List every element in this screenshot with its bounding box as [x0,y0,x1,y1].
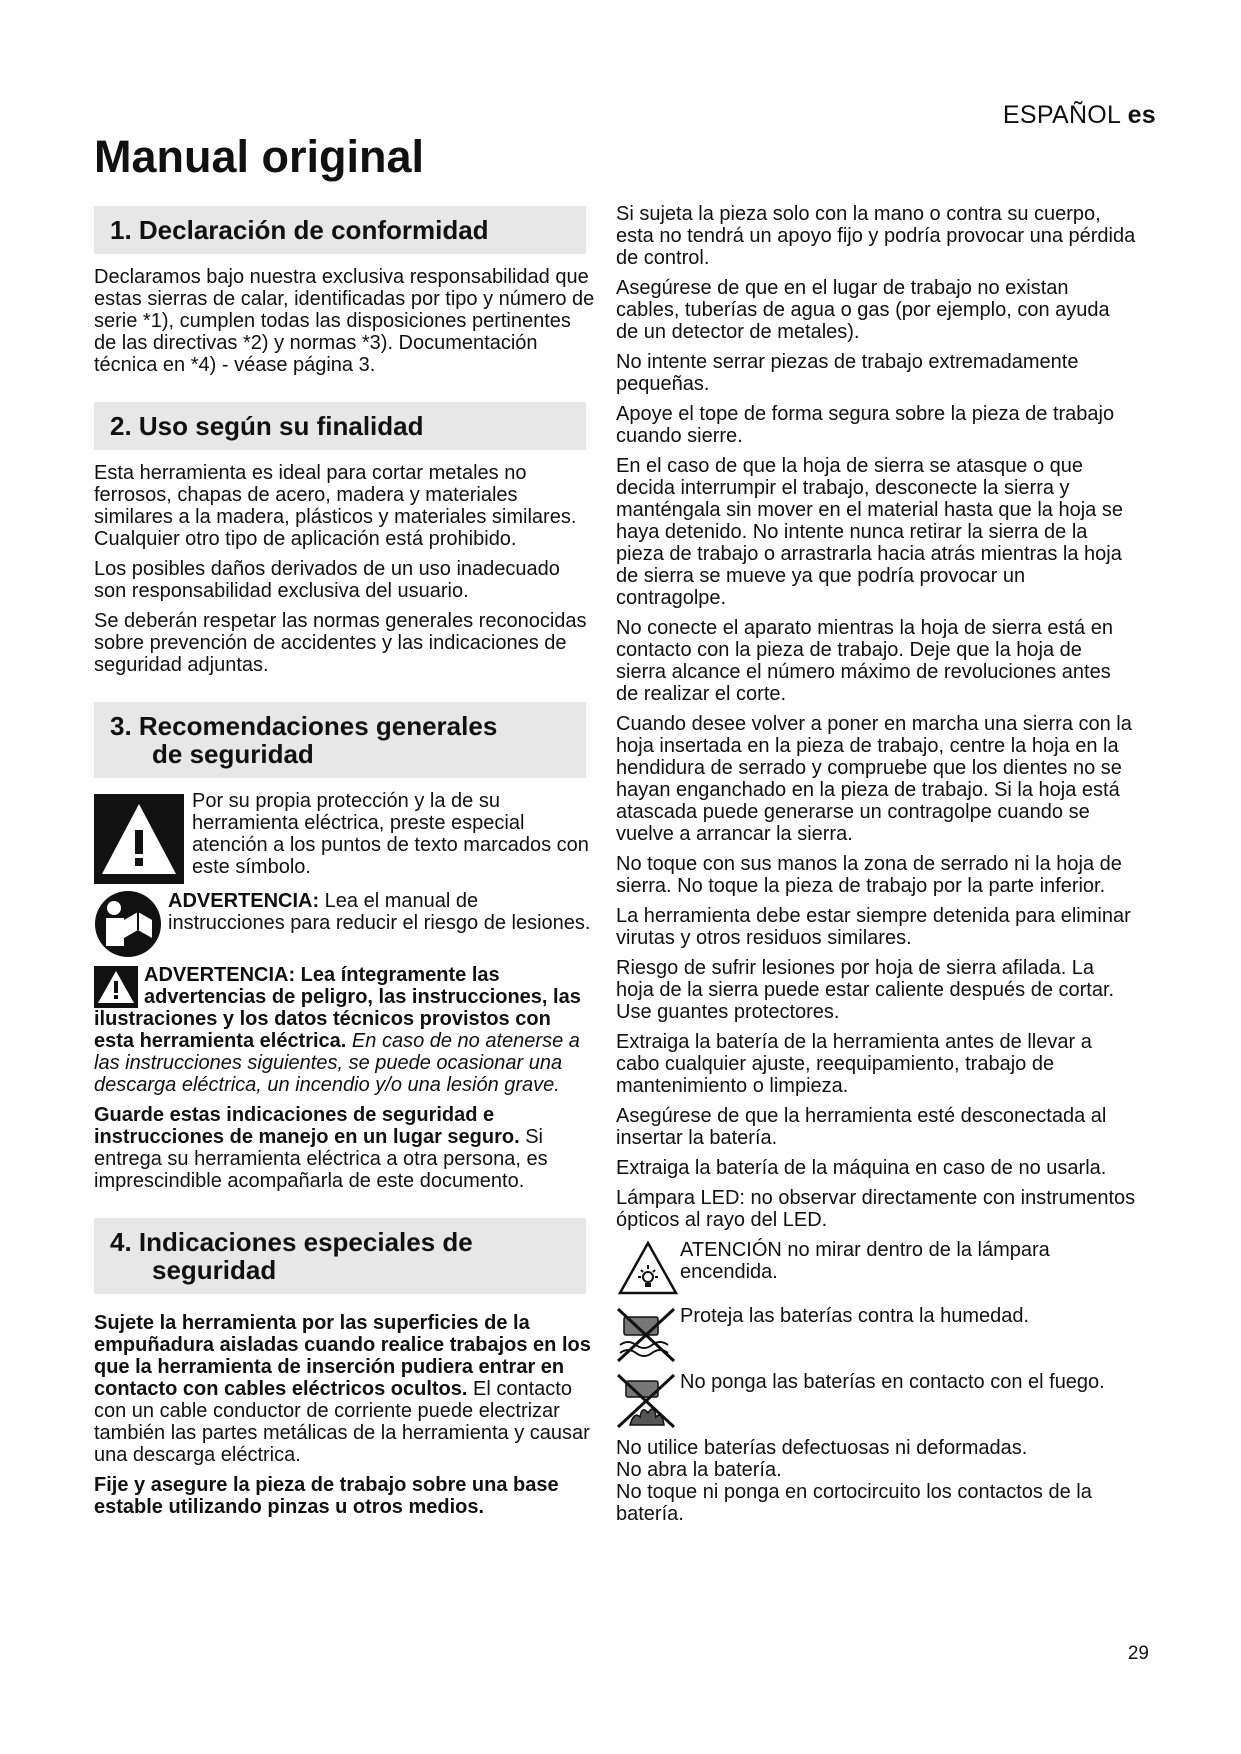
fire-text: No ponga las baterías en contacto con el fuego. [680,1371,1105,1393]
safety-symbol-text: Por su propia protección y la de su herramienta eléctrica, preste especial atención a los puntos de texto marcados con este símbolo. [192,790,589,878]
warning-triangle-small-icon [94,966,138,1008]
section-heading-1: 1. Declaración de conformidad [94,206,586,254]
insulated-grip-paragraph [94,1312,596,1466]
section-heading-3-line2: de seguridad [152,739,314,769]
conformity-paragraph: Declaramos bajo nuestra exclusiva responsabilidad que estas sierras de calar, identificadas por tipo y número de serie *1), cumplen todas las disposiciones pertinentes de las directivas *2) y normas *3). Documentación técnica en *4) - véase página 3. [94,266,595,376]
right-paragraph-6: No conecte el aparato mientras la hoja de sierra está en contacto con la pieza de trabajo. Deje que la hoja de sierra alcance el número máximo de revoluciones antes de realizar el corte. [616,617,1113,705]
accident-rules-paragraph: Se deberán respetar las normas generales reconocidas sobre prevención de accidentes y las indicaciones de seguridad adjuntas. [94,610,587,676]
right-paragraph-8: No toque con sus manos la zona de serrado ni la hoja de sierra. No toque la pieza de trabajo por la parte inferior. [616,853,1122,897]
warning-triangle-icon [94,794,184,884]
right-paragraph-5: En el caso de que la hoja de sierra se atasque o que decida interrumpir el trabajo, desconecte la sierra y manténgala sin mover en el material hasta que la hoja se haya detenido. No intente nunca retirar la sierra de la pieza de trabajo o arrastrarla hacia atrás mientras la hoja de sierra se mueve ya que podría provocar un contragolpe. [616,455,1123,609]
keep-instructions-body: Si entrega su herramienta eléctrica a otra persona, es imprescindible acompañarla de este documento. [94,1126,548,1192]
read-manual-body: Lea el manual de instrucciones para reducir el riesgo de lesiones. [168,890,591,934]
page-number: 29 [1127,1643,1149,1664]
led-warning-note [616,1239,1136,1297]
no-fire-icon [616,1371,680,1429]
read-manual-note [94,890,596,958]
keep-instructions-bold: Guarde estas indicaciones de seguridad e instrucciones de manejo en un lugar seguro. [94,1104,520,1148]
section-heading-3 [94,702,586,778]
led-warning-icon [616,1239,680,1297]
humidity-text: Proteja las baterías contra la humedad. [680,1305,1030,1327]
full-warning-paragraph [94,964,596,1096]
battery-warnings [616,1437,1136,1525]
right-paragraph-7: Cuando desee volver a poner en marcha una sierra con la hoja insertada en la pieza de trabajo, centre la hoja en la hendidura de serrado y compruebe que los dientes no se hayan enganchado en la pieza de trabajo. Si la hoja está atascada puede generarse un contragolpe cuando se vuelve a arrancar la sierra. [616,713,1132,845]
right-paragraph-2: Asegúrese de que en el lugar de trabajo no existan cables, tuberías de agua o gas (por ejemplo, con ayuda de un detector de metales). [616,277,1110,343]
section-heading-4-line1: 4. Indicaciones especiales de [110,1227,473,1257]
right-paragraph-1: Si sujeta la pieza solo con la mano o contra su cuerpo, esta no tendrá un apoyo fijo y podría provocar una pérdida de control. [616,203,1136,269]
insulated-grip-bold: Sujete la herramienta por las superficies de la empuñadura aisladas cuando realice trabajos en los que la herramienta de inserción pudiera entrar en contacto con cables eléctricos ocultos. [94,1312,591,1400]
secure-workpiece-paragraph: Fije y asegure la pieza de trabajo sobre una base estable utilizando pinzas u otros medios. [94,1474,559,1518]
section-heading-3-line1: 3. Recomendaciones generales [110,711,498,741]
right-paragraph-3: No intente serrar piezas de trabajo extremadamente pequeñas. [616,351,1079,395]
led-warning-text: ATENCIÓN no mirar dentro de la lámpara encendida. [680,1239,1050,1283]
keep-instructions-paragraph [94,1104,596,1192]
full-warning-bold: ADVERTENCIA: Lea íntegramente las advertencias de peligro, las instrucciones, las ilustraciones y los datos técnicos provistos con esta herramienta eléctrica. [94,964,581,1052]
no-humidity-icon [616,1305,680,1363]
battery-warning-3: No toque ni ponga en cortocircuito los contactos de la batería. [616,1481,1092,1525]
insulated-grip-body: El contacto con un cable conductor de corriente puede electrizar también las partes metálicas de la herramienta y causar una descarga eléctrica. [94,1378,590,1466]
page-language-label [1003,101,1156,130]
fire-note [616,1371,1136,1429]
misuse-paragraph: Los posibles daños derivados de un uso inadecuado son responsabilidad exclusiva del usuario. [94,558,560,602]
left-column [94,206,596,1526]
battery-warning-1: No utilice baterías defectuosas ni deformadas. [616,1437,1028,1459]
intended-use-paragraph: Esta herramienta es ideal para cortar metales no ferrosos, chapas de acero, madera y materiales similares a la madera, plásticos y materiales similares. Cualquier otro tipo de aplicación está prohibido. [94,462,577,550]
right-paragraph-10: Riesgo de sufrir lesiones por hoja de sierra afilada. La hoja de la sierra puede estar caliente después de cortar. Use guantes protectores. [616,957,1115,1023]
safety-symbol-note [94,790,596,884]
read-manual-icon [94,890,162,958]
right-paragraph-12: Asegúrese de que la herramienta esté desconectada al insertar la batería. [616,1105,1107,1149]
document-title: Manual original [94,131,425,182]
right-paragraph-11: Extraiga la batería de la herramienta antes de llevar a cabo cualquier ajuste, reequipamiento, trabajo de mantenimiento o limpieza. [616,1031,1092,1097]
section-heading-4 [94,1218,586,1294]
section-heading-2: 2. Uso según su finalidad [94,402,586,450]
read-manual-text [168,890,596,934]
right-paragraph-14: Lámpara LED: no observar directamente con instrumentos ópticos al rayo del LED. [616,1187,1136,1231]
read-manual-bold: ADVERTENCIA: [168,890,320,912]
battery-warning-2: No abra la batería. [616,1459,782,1481]
language-name: ESPAÑOL [1002,101,1121,129]
right-paragraph-13: Extraiga la batería de la máquina en caso de no usarla. [616,1157,1107,1179]
humidity-note [616,1305,1136,1363]
right-paragraph-9: La herramienta debe estar siempre detenida para eliminar virutas y otros residuos similares. [616,905,1131,949]
right-paragraph-4: Apoye el tope de forma segura sobre la pieza de trabajo cuando sierre. [616,403,1115,447]
full-warning-italic: En caso de no atenerse a las instrucciones siguientes, se puede ocasionar una descarga eléctrica, un incendio y/o una lesión grave. [94,1030,580,1096]
language-code: es [1127,101,1156,129]
section-heading-4-line2: seguridad [152,1255,277,1285]
right-column [616,203,1136,1525]
